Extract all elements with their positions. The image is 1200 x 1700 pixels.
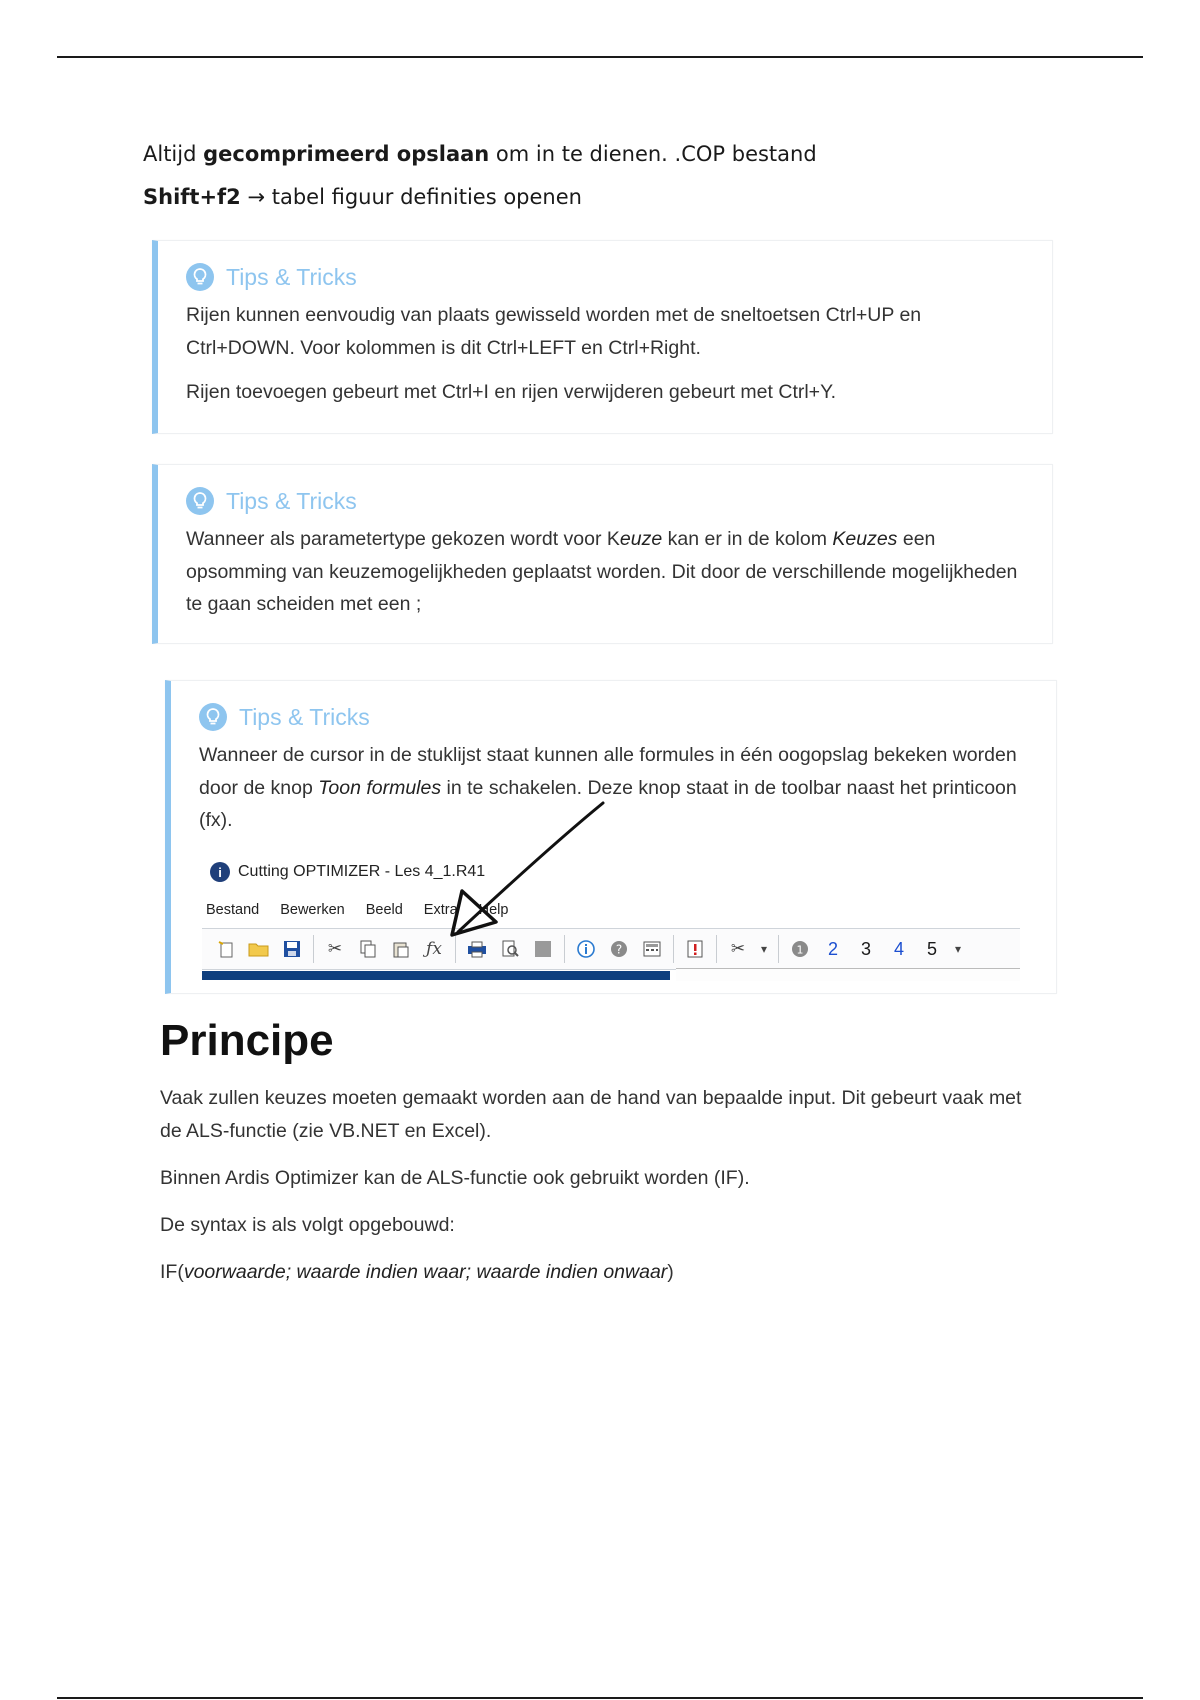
- toolbar-separator: [313, 935, 314, 963]
- copy-icon[interactable]: [356, 937, 380, 961]
- svg-text:1: 1: [796, 943, 804, 957]
- section-heading: Principe: [160, 1016, 334, 1065]
- hand-drawn-arrow-icon: [440, 795, 620, 945]
- intro-line-2: Shift+f2 → tabel figuur definities openen: [143, 185, 582, 209]
- toon-formules-icon[interactable]: ƒx: [426, 939, 442, 959]
- level-one-icon[interactable]: [788, 937, 812, 961]
- tip-paragraph: Rijen kunnen eenvoudig van plaats gewisseld worden met de sneltoetsen Ctrl+UP en Ctrl+DOWN. Voor kolommen is dit Ctrl+LEFT en Ctrl+Right.: [186, 304, 922, 359]
- tip-header: [186, 263, 1024, 291]
- tip-paragraph: Wanneer als parametertype gekozen wordt voor Keuze kan er in de kolom Keuzes een opsomming van keuzemogelijkheden geplaatst worden. Dit door de verschillende mogelijkheden te gaan scheiden met een ;: [186, 528, 1018, 615]
- window-panel-edge: [676, 968, 1020, 981]
- tip-box-1: [152, 240, 1053, 434]
- tip-title: Tips & Tricks: [239, 703, 370, 730]
- tip-box-2: [152, 464, 1053, 644]
- tip-title: Tips & Tricks: [226, 263, 357, 290]
- lightbulb-icon: [186, 263, 214, 291]
- level-2-button[interactable]: 2: [827, 938, 838, 959]
- chevron-down-icon[interactable]: ▾: [954, 942, 962, 956]
- body-paragraph: Binnen Ardis Optimizer kan de ALS-functie ook gebruikt worden (IF).: [160, 1167, 750, 1189]
- menu-bestand[interactable]: Bestand: [206, 902, 260, 918]
- menu-beeld[interactable]: Beeld: [365, 902, 403, 918]
- tip-paragraph: Wanneer de cursor in de stuklijst staat kunnen alle formules in één oogopslag bekeken worden door de knop Toon formules in te schakelen. Deze knop staat in de toolbar naast het printicoon (fx).: [199, 744, 1017, 831]
- svg-text:?: ?: [615, 942, 623, 957]
- window-selection-strip: [202, 971, 670, 980]
- open-folder-icon[interactable]: [247, 937, 271, 961]
- scissors-dropdown-icon[interactable]: ✂: [730, 939, 746, 958]
- bottom-rule: [57, 1697, 1143, 1699]
- menu-help[interactable]: Help: [478, 902, 509, 918]
- level-4-button[interactable]: 4: [893, 938, 904, 959]
- warning-list-icon[interactable]: [683, 937, 707, 961]
- intro-line-1: Altijd gecomprimeerd opslaan om in te dienen. .COP bestand: [143, 142, 817, 166]
- paste-icon[interactable]: [389, 937, 413, 961]
- shortcut-text: Shift+f2: [143, 185, 241, 209]
- cut-icon[interactable]: ✂: [327, 939, 343, 958]
- toolbar-separator: [778, 935, 779, 963]
- new-file-icon[interactable]: [214, 937, 238, 961]
- menu-extra[interactable]: Extra: [423, 902, 458, 918]
- body-paragraph: Vaak zullen keuzes moeten gemaakt worden aan de hand van bepaalde input. Dit gebeurt vaak met de ALS-functie (zie VB.NET en Excel).: [160, 1087, 1022, 1142]
- app-info-icon: i: [210, 862, 230, 882]
- chevron-down-icon[interactable]: ▾: [760, 942, 768, 956]
- toolbar-separator: [716, 935, 717, 963]
- body-paragraph: De syntax is als volgt opgebouwd:: [160, 1214, 455, 1236]
- level-3-button[interactable]: 3: [860, 938, 871, 959]
- lightbulb-icon: [186, 487, 214, 515]
- bold-text: gecomprimeerd opslaan: [203, 142, 490, 166]
- save-icon[interactable]: [280, 937, 304, 961]
- lightbulb-icon: [199, 703, 227, 731]
- top-rule: [57, 56, 1143, 58]
- tip-title: Tips & Tricks: [226, 487, 357, 514]
- syntax-line: IF(voorwaarde; waarde indien waar; waarde indien onwaar): [160, 1261, 674, 1283]
- toolbar-separator: [673, 935, 674, 963]
- tip-paragraph: Rijen toevoegen gebeurt met Ctrl+I en rijen verwijderen gebeurt met Ctrl+Y.: [186, 381, 836, 403]
- menu-bewerken[interactable]: Bewerken: [280, 902, 345, 918]
- level-5-button[interactable]: 5: [926, 938, 937, 959]
- tip-header: [199, 703, 1028, 731]
- window-title: Cutting OPTIMIZER - Les 4_1.R41: [238, 863, 486, 880]
- tip-header: [186, 487, 1024, 515]
- calculator-icon[interactable]: [640, 937, 664, 961]
